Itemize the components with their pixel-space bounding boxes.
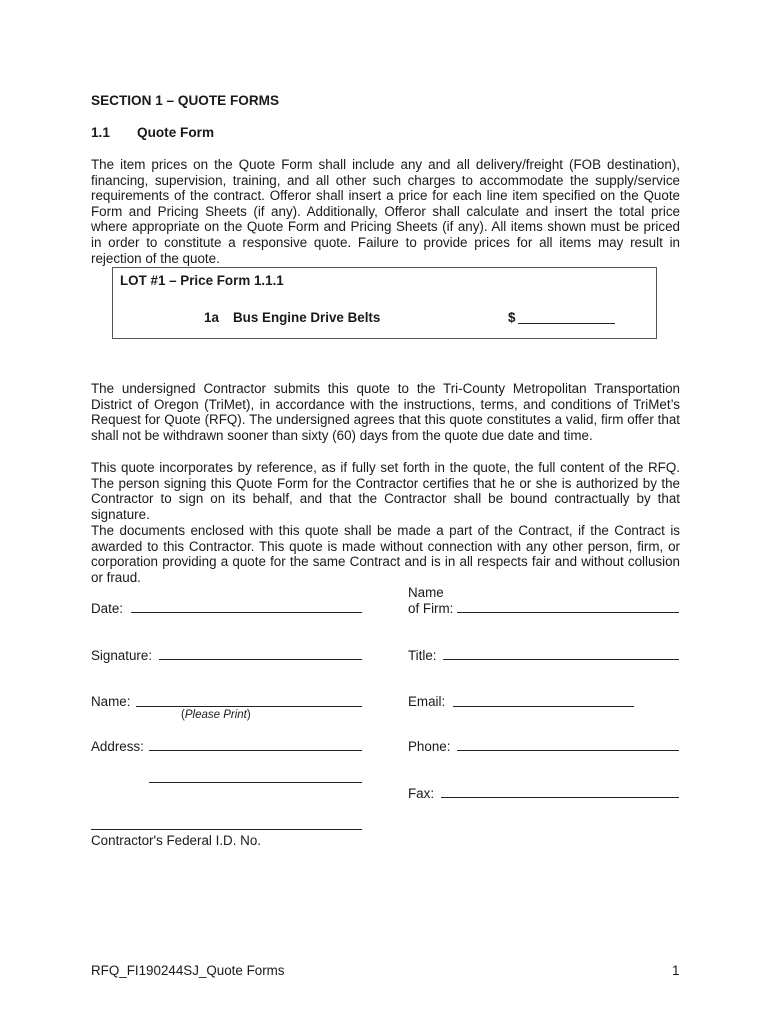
footer-document-id: RFQ_FI190244SJ_Quote Forms	[91, 963, 285, 978]
name-of-firm-label-line1: Name	[408, 585, 444, 600]
federal-id-label: Contractor's Federal I.D. No.	[91, 833, 261, 848]
subsection-title: Quote Form	[137, 125, 215, 140]
email-field[interactable]	[453, 706, 634, 707]
paragraph-documents: The documents enclosed with this quote shall be made a part of the Contract, if the Contract is awarded to this Contractor. This quote is made without connection with any other person, firm, or corporation providing a quote for the same Contract and is in all respects fair and without collusion or fraud.	[91, 523, 680, 585]
firm-name-field[interactable]	[457, 612, 679, 613]
federal-id-field[interactable]	[91, 829, 362, 830]
name-field[interactable]	[136, 706, 362, 707]
address-field-line1[interactable]	[149, 750, 362, 751]
subsection-number: 1.1	[91, 125, 110, 140]
lot-price-prefix: $	[508, 310, 516, 325]
phone-field[interactable]	[457, 750, 679, 751]
footer-page-number: 1	[672, 963, 680, 978]
fax-field[interactable]	[441, 797, 679, 798]
address-field-line2[interactable]	[149, 782, 362, 783]
email-label: Email:	[408, 694, 446, 709]
paragraph-incorporation: This quote incorporates by reference, as if fully set forth in the quote, the full content of the RFQ. The person signing this Quote Form for the Contractor certifies that he or she is authorized by the Contractor to sign on its behalf, and that the Contractor shall be bound contractually by that signature.	[91, 460, 680, 522]
title-label: Title:	[408, 648, 437, 663]
name-of-firm-label-line2: of Firm:	[408, 601, 454, 616]
signature-label: Signature:	[91, 648, 153, 663]
signature-field[interactable]	[159, 659, 362, 660]
fax-label: Fax:	[408, 786, 435, 801]
paragraph-submission: The undersigned Contractor submits this quote to the Tri-County Metropolitan Transportation District of Oregon (TriMet), in accordance with the instructions, terms, and conditions of TriMet’s Request for Quote (RFQ). The undersigned agrees that this quote constitutes a valid, firm offer that shall not be withdrawn sooner than sixty (60) days from the quote due date and time.	[91, 381, 680, 443]
date-label: Date:	[91, 601, 124, 616]
phone-label: Phone:	[408, 739, 451, 754]
lot-price-field[interactable]	[518, 323, 615, 324]
section-heading: SECTION 1 – QUOTE FORMS	[91, 93, 280, 108]
date-field[interactable]	[131, 612, 362, 613]
lot-item-label: Bus Engine Drive Belts	[233, 310, 381, 325]
lot-title: LOT #1 – Price Form 1.1.1	[120, 273, 284, 288]
title-field[interactable]	[443, 659, 679, 660]
lot-item-number: 1a	[204, 310, 219, 325]
address-label: Address:	[91, 739, 144, 754]
intro-paragraph: The item prices on the Quote Form shall include any and all delivery/freight (FOB destination), financing, supervision, training, and all other such charges to accommodate the supply/service requirements of the contract. Offeror shall insert a price for each line item specified on the Quote Form and Pricing Sheets (if any). Additionally, Offeror shall calculate and insert the total price where appropriate on the Quote Form and Pricing Sheets (if any). All items shown must be priced in order to constitute a responsive quote. Failure to provide prices for all items may result in rejection of the quote.	[91, 157, 680, 266]
name-label: Name:	[91, 694, 131, 709]
please-print-note: (Please Print)	[181, 709, 251, 721]
